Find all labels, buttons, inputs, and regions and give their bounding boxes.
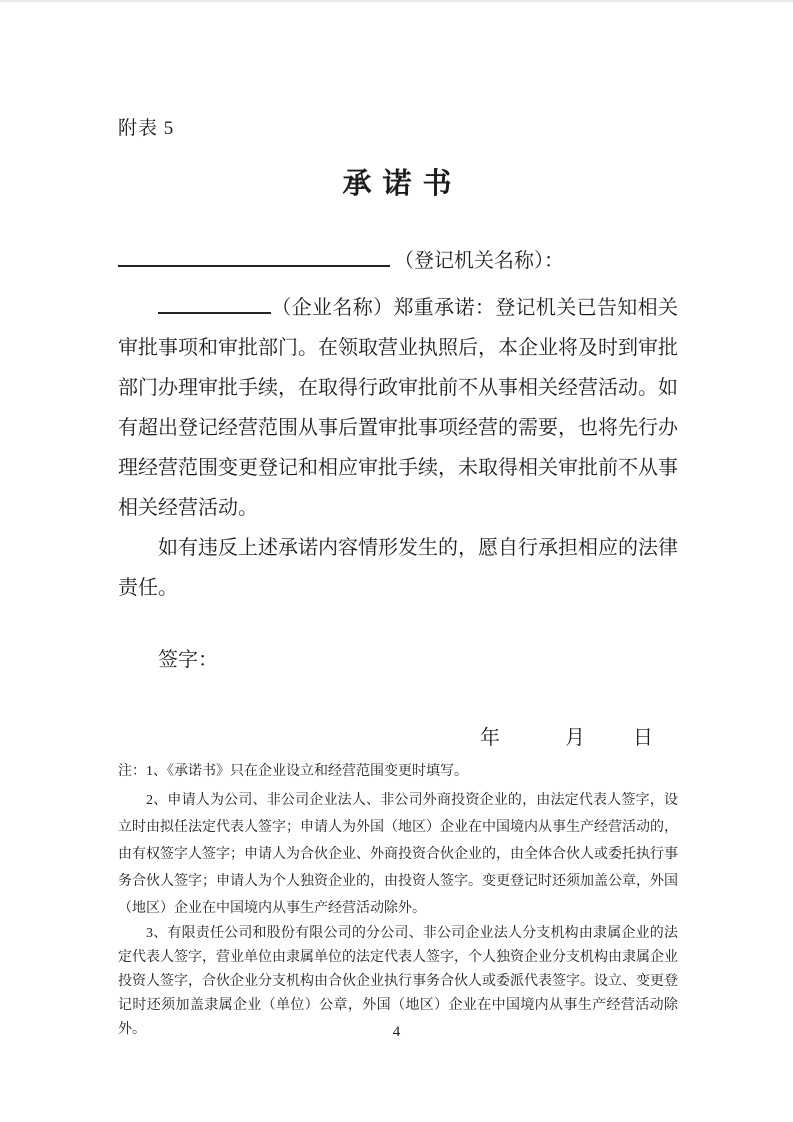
month-label: 月 [565, 727, 585, 749]
enterprise-name-label: （企业名称）郑重承诺： [271, 297, 496, 319]
scan-edge-line [0, 0, 793, 2]
enterprise-name-blank [158, 288, 271, 314]
appendix-label: 附表 5 [118, 118, 175, 139]
year-label: 年 [480, 727, 500, 749]
commitment-paragraph-1 [118, 288, 678, 528]
commitment-paragraph-2: 如有违反上述承诺内容情形发生的，愿自行承担相应的法律责任。 [118, 537, 678, 599]
notes-section [118, 757, 678, 1042]
day-label: 日 [633, 727, 653, 749]
commitment-body [118, 288, 678, 608]
note-2: 2、申请人为公司、非公司企业法人、非公司外商投资企业的，由法定代表人签字，设立时由拟任法定代表人签字；申请人为外国（地区）企业在中国境内从事生产经营活动的，由有权签字人签字；申请人为合伙企业、外商投资合伙企业的，由全体合伙人或委托执行事务合伙人签字；申请人为个人独资企业的，由投资人签字。变更登记时还须加盖公章，外国（地区）企业在中国境内从事生产经营活动除外。 [118, 793, 678, 916]
registry-name-label: （登记机关名称）： [394, 250, 564, 272]
note-3: 3、有限责任公司和股份有限公司的分公司、非公司企业法人分支机构由隶属企业的法定代表人签字，营业单位由隶属单位的法定代表人签字，个人独资企业分支机构由隶属企业投资人签字，合伙企业分支机构由合伙企业执行事务合伙人或委派代表签字。设立、变更登记时还须加盖隶属企业（单位）公章，外国（地区）企业在中国境内从事生产经营活动除外。 [118, 926, 678, 1037]
commitment-text: 登记机关已告知相关审批事项和审批部门。在领取营业执照后，本企业将及时到审批部门办理审批手续，在取得行政审批前不从事相关经营活动。如有超出登记经营范围从事后置审批事项经营的需要，也将先行办理经营范围变更登记和相应审批手续，未取得相关审批前不从事相关经营活动。 [118, 297, 679, 519]
page-title: 承诺书 [342, 168, 463, 200]
registry-name-blank [118, 241, 390, 267]
page-number: 4 [392, 1024, 401, 1040]
note-1: 注：1、《承诺书》只在企业设立和经营范围变更时填写。 [118, 764, 468, 779]
signature-label: 签字： [158, 649, 218, 671]
date-line [118, 718, 676, 758]
recipient-line [118, 241, 678, 281]
